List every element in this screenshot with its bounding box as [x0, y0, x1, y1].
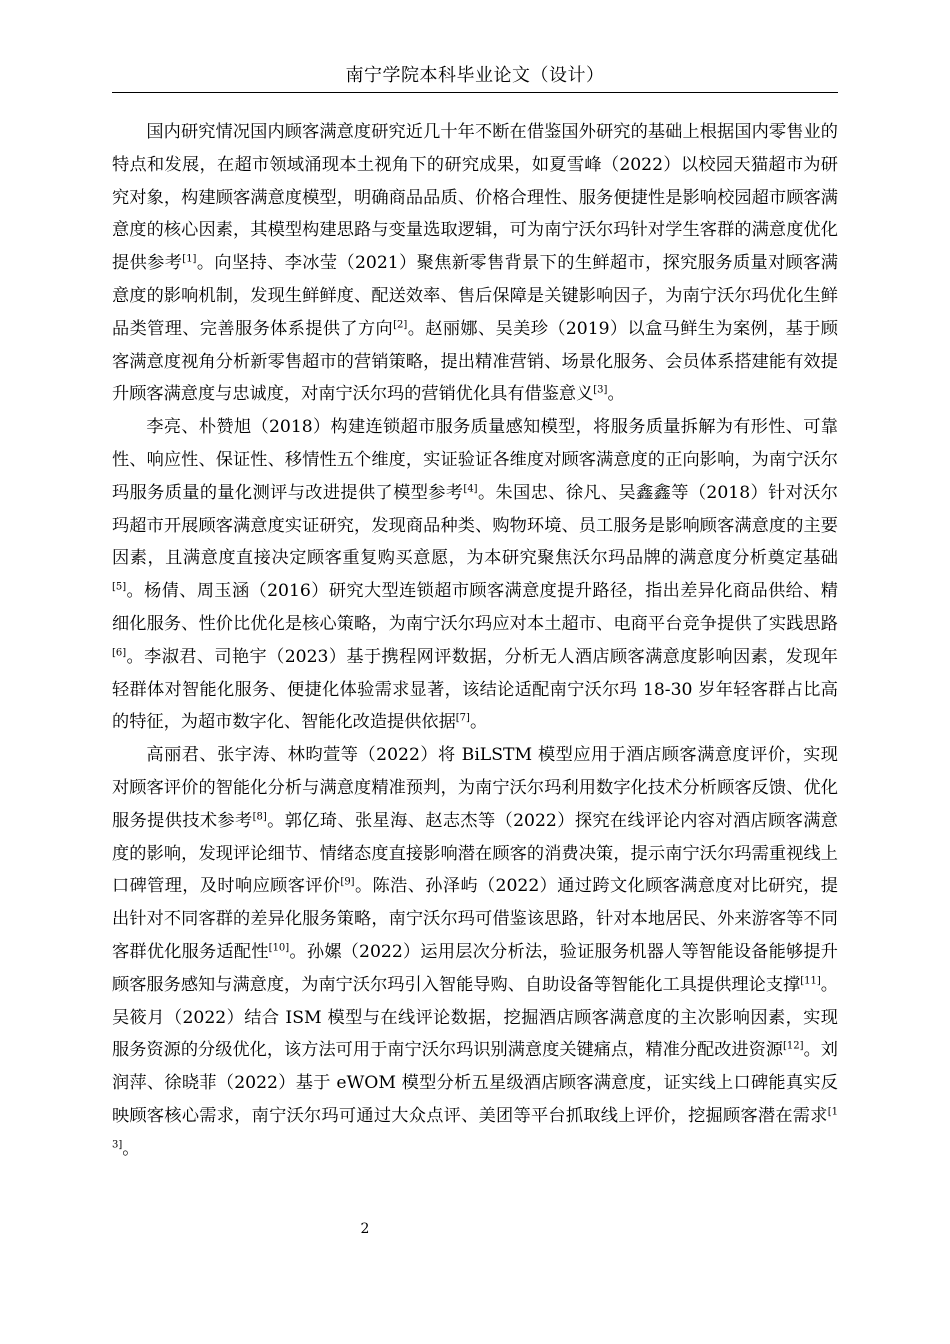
- header-divider: [112, 92, 838, 93]
- citation-reference: [13]: [112, 1106, 838, 1150]
- citation-reference: [9]: [340, 876, 355, 888]
- body-paragraph: [112, 116, 838, 411]
- body-paragraph: [112, 739, 838, 1165]
- paragraph-text: 。郭亿琦、张星海、赵志杰等（2022）探究在线评论内容对酒店顾客满意度的影响，发现评论细节、情绪态度直接影响潜在顾客的消费决策，提示南宁沃尔玛需重视线上口碑管理，及时响应顾客评价: [112, 810, 838, 897]
- paragraph-text: 。赵丽娜、吴美珍（2019）以盒马鲜生为案例，基于顾客满意度视角分析新零售超市的营销策略，提出精准营销、场景化服务、会员体系搭建能有效提升顾客满意度与忠诚度，对南宁沃尔玛的营销优化具有借鉴意义: [112, 318, 838, 405]
- paragraph-text: 。吴筱月（2022）结合 ISM 模型与在线评论数据，挖掘酒店顾客满意度的主次影响因素，实现服务资源的分级优化，该方法可用于南宁沃尔玛识别满意度关键痛点，精准分配改进资源: [112, 974, 838, 1061]
- citation-reference: [6]: [112, 647, 127, 659]
- paragraph-text: 。刘润萍、徐晓菲（2022）基于 eWOM 模型分析五星级酒店顾客满意度，证实线上口碑能真实反映顾客核心需求，南宁沃尔玛可通过大众点评、美团等平台抓取线上评价，挖掘顾客潜在需求: [112, 1040, 838, 1126]
- citation-reference: [11]: [800, 974, 821, 986]
- paragraph-text: 。杨倩、周玉涵（2016）研究大型连锁超市顾客满意度提升路径，指出差异化商品供给、精细化服务、性价比优化是核心策略，为南宁沃尔玛应对本土超市、电商平台竞争提供了实践思路: [112, 581, 838, 634]
- paragraph-text: 。: [469, 712, 488, 733]
- paragraph-text: 高丽君、张宇涛、林昀萱等（2022）将 BiLSTM 模型应用于酒店顾客满意度评价，实现对顾客评价的智能化分析与满意度精准预判，为南宁沃尔玛利用数字化技术分析顾客反馈、优化服务提供技术参考: [112, 745, 838, 831]
- paragraph-text: 李亮、朴赞旭（2018）构建连锁超市服务质量感知模型，将服务质量拆解为有形性、可靠性、响应性、保证性、移情性五个维度，实证验证各维度对顾客满意度的正向影响，为南宁沃尔玛服务质量的量化测评与改进提供了模型参考: [112, 417, 838, 503]
- citation-reference: [5]: [112, 581, 127, 593]
- page-header-title: 南宁学院本科毕业论文（设计）: [345, 65, 605, 86]
- citation-reference: [12]: [783, 1040, 804, 1052]
- citation-reference: [3]: [593, 384, 608, 396]
- citation-reference: [1]: [182, 253, 197, 265]
- citation-reference: [2]: [393, 319, 408, 331]
- citation-reference: [10]: [268, 942, 290, 954]
- paragraph-text: 。向坚持、李冰莹（2021）聚焦新零售背景下的生鲜超市，探究服务质量对顾客满意度的影响机制，发现生鲜鲜度、配送效率、售后保障是关键影响因子，为南宁沃尔玛优化生鲜品类管理、完善服务体系提供了方向: [112, 253, 838, 339]
- citation-reference: [4]: [463, 483, 478, 495]
- paragraph-text: 。: [607, 384, 625, 405]
- page-number: 2: [360, 1221, 370, 1237]
- paragraph-text: 国内研究情况国内顾客满意度研究近几十年不断在借鉴国外研究的基础上根据国内零售业的特点和发展，在超市领域涌现本土视角下的研究成果，如夏雪峰（2022）以校园天猫超市为研究对象，构建顾客满意度模型，明确商品品质、价格合理性、服务便捷性是影响校园超市顾客满意度的核心因素，其模型构建思路与变量选取逻辑，可为南宁沃尔玛针对学生客群的满意度优化提供参考: [112, 122, 838, 274]
- citation-reference: [7]: [455, 712, 470, 724]
- paragraph-text: 。李淑君、司艳宇（2023）基于携程网评数据，分析无人酒店顾客满意度影响因素，发现年轻群体对智能化服务、便捷化体验需求显著，该结论适配南宁沃尔玛 18-30 岁年轻客群占比高的特征，为超市数字化、智能化改造提供依据: [112, 646, 838, 733]
- paragraph-text: 。: [122, 1138, 140, 1159]
- paragraph-text: 。孙嫘（2022）运用层次分析法，验证服务机器人等智能设备能够提升顾客服务感知与满意度，为南宁沃尔玛引入智能导购、自助设备等智能化工具提供理论支撑: [112, 941, 838, 995]
- paragraph-text: 。朱国忠、徐凡、吴鑫鑫等（2018）针对沃尔玛超市开展顾客满意度实证研究，发现商品种类、购物环境、员工服务是影响顾客满意度的主要因素，且满意度直接决定顾客重复购买意愿，为本研究聚焦沃尔玛品牌的满意度分析奠定基础: [112, 482, 838, 569]
- citation-reference: [8]: [252, 811, 267, 822]
- body-paragraph: [112, 411, 838, 739]
- paragraph-text: 。陈浩、孙泽屿（2022）通过跨文化顾客满意度对比研究，提出针对不同客群的差异化服务策略，南宁沃尔玛可借鉴该思路，针对本地居民、外来游客等不同客群优化服务适配性: [112, 876, 838, 962]
- body-text: [112, 116, 838, 1166]
